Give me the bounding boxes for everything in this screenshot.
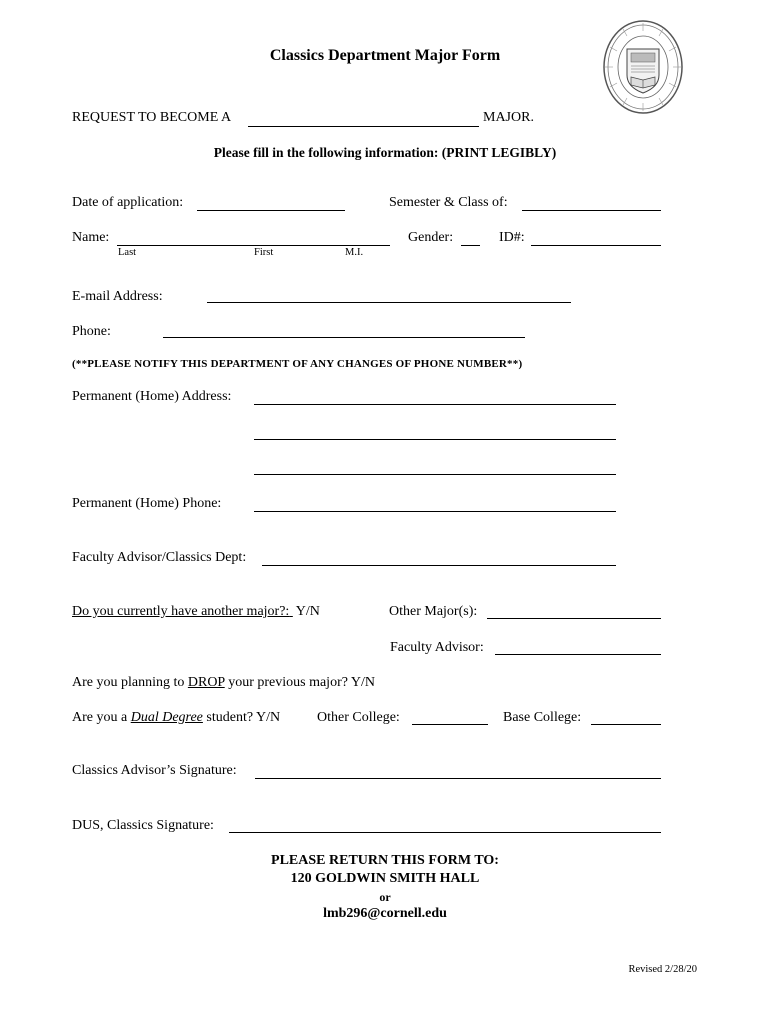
other-majors-label: Other Major(s): xyxy=(389,604,478,619)
date-of-application-line[interactable] xyxy=(197,210,345,211)
gender-label: Gender: xyxy=(408,230,454,245)
drop-prefix: Are you planning to xyxy=(72,675,185,690)
other-majors-line[interactable] xyxy=(487,618,661,619)
faculty-advisor-classics-line[interactable] xyxy=(262,565,616,566)
drop-suffix[interactable]: your previous major? Y/N xyxy=(228,675,376,690)
dual-suffix[interactable]: student? Y/N xyxy=(206,710,281,725)
email-label: E-mail Address: xyxy=(72,289,163,304)
form-title: Classics Department Major Form xyxy=(269,47,501,64)
name-last-caption: Last xyxy=(118,247,137,258)
name-first-caption: First xyxy=(254,247,274,258)
another-major-question xyxy=(72,604,320,620)
another-major-question-text: Do you currently have another major?: xyxy=(72,604,290,619)
home-phone-label: Permanent (Home) Phone: xyxy=(72,496,222,511)
dus-signature-line[interactable] xyxy=(229,832,661,833)
base-college-label: Base College: xyxy=(503,710,582,725)
return-address: 120 GOLDWIN SMITH HALL xyxy=(290,871,480,886)
dual-degree-question xyxy=(72,710,280,726)
dus-signature-label: DUS, Classics Signature: xyxy=(72,818,214,833)
instructions-text: Please fill in the following information: (PRINT LEGIBLY) xyxy=(213,145,557,160)
return-instruction: PLEASE RETURN THIS FORM TO: xyxy=(271,853,499,868)
phone-line[interactable] xyxy=(163,337,525,338)
base-college-line[interactable] xyxy=(591,724,661,725)
semester-class-line[interactable] xyxy=(522,210,661,211)
revision-date: Revised 2/28/20 xyxy=(628,964,697,975)
id-line[interactable] xyxy=(531,245,661,246)
phone-label: Phone: xyxy=(72,324,111,339)
dual-degree-word: Dual Degree xyxy=(130,710,203,725)
dual-prefix: Are you a xyxy=(72,710,128,725)
semester-class-label: Semester & Class of: xyxy=(389,195,508,210)
advisor-signature-label: Classics Advisor’s Signature: xyxy=(72,763,237,778)
return-email-link[interactable]: lmb296@cornell.edu xyxy=(323,906,447,921)
id-label: ID#: xyxy=(499,230,525,245)
request-suffix-label: MAJOR. xyxy=(483,110,534,125)
other-college-label: Other College: xyxy=(317,710,400,725)
other-college-line[interactable] xyxy=(412,724,488,725)
home-address-line-1[interactable] xyxy=(254,404,616,405)
gender-line[interactable] xyxy=(461,245,480,246)
request-prefix-label: REQUEST TO BECOME A xyxy=(72,110,232,125)
name-mi-caption: M.I. xyxy=(345,247,364,258)
return-or: or xyxy=(379,890,391,904)
home-address-line-2[interactable] xyxy=(254,439,616,440)
drop-word: DROP xyxy=(187,675,225,690)
another-major-yn[interactable]: Y/N xyxy=(295,604,320,619)
email-line[interactable] xyxy=(207,302,571,303)
advisor-signature-line[interactable] xyxy=(255,778,661,779)
home-address-label: Permanent (Home) Address: xyxy=(72,389,232,404)
name-label: Name: xyxy=(72,230,110,245)
drop-major-question xyxy=(72,675,375,691)
home-address-line-3[interactable] xyxy=(254,474,616,475)
phone-change-notice: (**PLEASE NOTIFY THIS DEPARTMENT OF ANY CHANGES OF PHONE NUMBER**) xyxy=(72,358,523,370)
faculty-advisor-classics-label: Faculty Advisor/Classics Dept: xyxy=(72,550,247,565)
faculty-advisor-line[interactable] xyxy=(495,654,661,655)
university-seal-logo xyxy=(603,19,683,115)
major-name-line[interactable] xyxy=(248,126,479,127)
home-phone-line[interactable] xyxy=(254,511,616,512)
date-of-application-label: Date of application: xyxy=(72,195,184,210)
faculty-advisor-label: Faculty Advisor: xyxy=(390,640,484,655)
name-line[interactable] xyxy=(117,245,390,246)
